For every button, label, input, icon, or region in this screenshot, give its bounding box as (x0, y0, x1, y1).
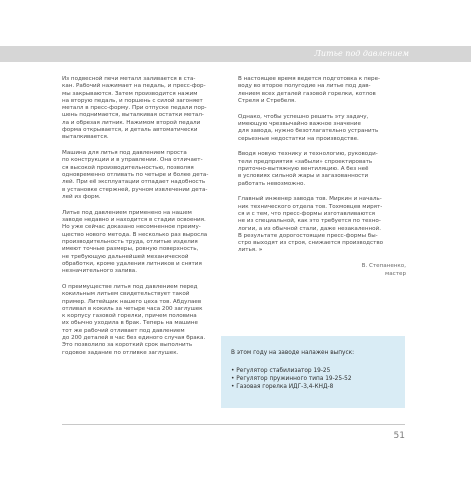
text-line: щество нового метода. В несколько раз выросла (62, 231, 208, 238)
paragraph (62, 284, 230, 357)
paragraph (238, 114, 406, 143)
text-line: в условиях сильной жары и загазованности (238, 173, 369, 180)
text-line: ник технического отдела тов. Тохмовцев мирят- (238, 203, 383, 210)
signature (238, 263, 406, 278)
text-line: выталкивается. (62, 134, 109, 141)
left-column (62, 76, 230, 365)
paragraph (238, 76, 406, 105)
text-line: одновременно отливать по четыре и более дета- (62, 172, 209, 179)
text-line: В настоящее время ведется подготовка к пере- (238, 76, 381, 82)
text-line: Главный инженер завода тов. Миркин и началь- (238, 196, 382, 203)
text-line: Однако, чтобы успешно решить эту задачу, (238, 113, 369, 120)
text-line: Машина для литья под давлением проста (62, 150, 187, 157)
running-header-title: Литье под давлением (314, 49, 409, 58)
text-line: серьезные недостатки на производстве. (238, 135, 359, 142)
text-line: мы закрываются. Затем производится нажим (62, 90, 198, 97)
paragraph (62, 210, 230, 276)
text-line: их обычно уходила в брак. Теперь на машине (62, 320, 198, 327)
signature-role: мастер (385, 270, 406, 277)
page-number: 51 (393, 431, 405, 441)
text-line: пример. Литейщик нашего цеха тов. Абдулаев (62, 298, 202, 305)
text-line: обработки, кроме удаления литников и снятия (62, 260, 202, 267)
text-line: логии, а из обычной стали, даже незакаленной. (238, 225, 382, 232)
text-line: работать невозможно. (238, 180, 306, 187)
text-line: незначительного залива. (62, 268, 138, 275)
paragraph-last (238, 196, 406, 254)
text-line: лей. При её эксплуатации отпадает надобность (62, 179, 206, 186)
text-line: годовое задание по отливке заглушек. (62, 349, 179, 356)
text-line: Из подвесной печи металл заливается в ста- (62, 76, 196, 82)
text-line: имеющую чрезвычайно важное значение (238, 120, 361, 127)
text-line: ся высокой производительностью, позволяя (62, 164, 194, 171)
paragraph (238, 151, 406, 187)
text-line: металл в пресс-форму. При отпуске педали пор- (62, 105, 207, 112)
list-item: • Газовая горелка ИДГ-3,4-КНД-8 (231, 384, 334, 390)
text-line: воду во второе полугодие на литье под дав- (238, 83, 371, 90)
signature-name: В. Степаненко, (361, 263, 406, 270)
text-line: заводе недавно и находится в стадии освоения. (62, 217, 206, 224)
paragraph (62, 150, 230, 201)
text-line: на вторую педаль, и поршень с силой загоняет (62, 97, 203, 104)
infobox-list (231, 367, 352, 391)
text-line-wrap (238, 247, 406, 254)
text-line: не требующую дальнейшей механической (62, 253, 189, 260)
text-line: Это позволило за короткий срок выполнить (62, 342, 193, 349)
text-line: Литье под давлением применено на нашем (62, 209, 192, 216)
right-column (238, 76, 406, 278)
text-line: ся и с тем, что пресс-формы изготавливаются (238, 210, 376, 217)
text-line: О преимуществе литья под давлением перед (62, 283, 198, 290)
text-line: Вводя новую технику и технологию, руководи- (238, 151, 378, 158)
text-line: тели предприятия «забыли» спроектировать (238, 158, 373, 165)
text-line: стро выходят из строя, снижается производство (238, 240, 384, 247)
paragraph (62, 76, 230, 142)
text-line: тот же рабочий отливает под давлением (62, 327, 185, 334)
text-line: к корпусу газовой горелки, причем половина (62, 313, 197, 320)
text-line: в установке стержней, ручном извлечении дета- (62, 186, 208, 193)
text-line: до 200 деталей в час без единого случая брака. (62, 335, 206, 341)
text-line: В результате дорогостоящие пресс-формы бы- (238, 232, 378, 239)
list-item: • Регулятор пружинного типа 19-25-52 (231, 376, 352, 382)
text-line: по конструкции и в управлении. Она отличает- (62, 157, 203, 164)
text-line: Стреля и Стребеля. (238, 97, 297, 104)
footer-divider (62, 424, 405, 425)
text-line: ла и обрезая литник. Нажимом второй педали (62, 119, 201, 126)
text-line: литья. (238, 247, 257, 254)
text-line: лением всех деталей газовой горелки, котлов (238, 90, 376, 97)
list-item: • Регулятор стабилизатор 19-25 (231, 368, 331, 374)
infobox-title: В этом году на заводе налажен выпуск: (231, 350, 355, 356)
text-line: Но уже сейчас доказано несомненное преиму- (62, 224, 201, 231)
text-line: не из специальной, как это требуется по техно- (238, 218, 381, 225)
text-line: кан. Рабочий нажимает на педаль, и пресс-фор- (62, 83, 206, 90)
text-line: кокильным литьем свидетельствует такой (62, 291, 190, 298)
text-line: производительность труда, отлитые изделия (62, 238, 198, 245)
text-line: для завода, нужно безотлагательно устранить (238, 128, 379, 135)
text-line: имеют точные размеры, ровную поверхность, (62, 246, 199, 253)
continue-arrow-icon: » (258, 247, 263, 254)
text-line: отливал в кокиль за четыре часа 200 заглушек (62, 305, 203, 312)
product-infobox (221, 336, 405, 408)
text-line: лей из форм. (62, 193, 101, 200)
text-line: приточно-вытяжную вентиляцию. А без неё (238, 165, 369, 172)
text-line: шень поднимается, выталкивая остатки метал- (62, 112, 204, 119)
text-line: форма открывается, и деталь автоматически (62, 127, 198, 134)
